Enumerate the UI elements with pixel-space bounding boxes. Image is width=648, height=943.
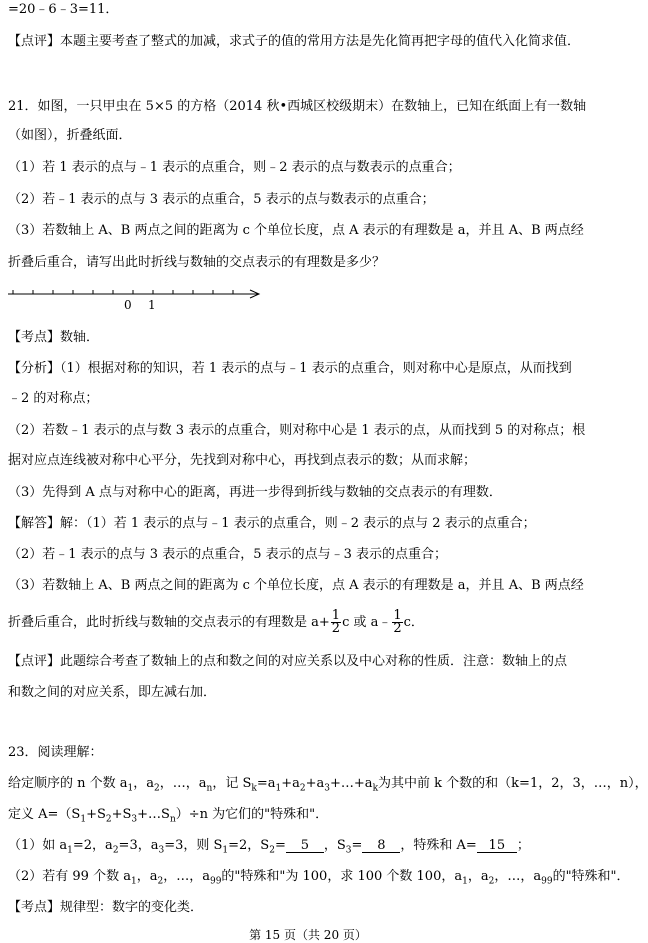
answer-s3: 8 (362, 839, 400, 853)
q21-kaodian: 【考点】数轴． (8, 330, 100, 345)
q21-stem-line1: 21．如图，一只甲虫在 5×5 的方格（2014 秋•西城区校级期末）在数轴上，已知在纸面上有一数轴 (8, 99, 587, 114)
q21-review-line2: 和数之间的对应关系，即左减右加． (8, 685, 217, 700)
q21-part3-line2: 折叠后重合，请写出此时折线与数轴的交点表示的有理数是多少？ (8, 255, 386, 270)
q21-part3-line1: （3）若数轴上 A、B 两点之间的距离为 c 个单位长度，点 A 表示的有理数是 a，并且 A、B 两点经 (8, 223, 584, 238)
jieda-line4-mid: c 或 a﹣ (342, 615, 392, 630)
q21-jieda-line2: （2）若﹣1 表示的点与 3 表示的点重合，5 表示的点与﹣3 表示的点重合； (8, 547, 448, 562)
jieda-line4-pre: 折叠后重合，此时折线与数轴的交点表示的有理数是 a+ (8, 615, 330, 630)
q21-part1: （1）若 1 表示的点与﹣1 表示的点重合，则﹣2 表示的点与数表示的点重合； (8, 160, 461, 175)
prev-review: 【点评】本题主要考查了整式的加减，求式子的值的常用方法是先化简再把字母的值代入化简求值． (8, 34, 581, 49)
q23-kaodian: 【考点】规律型：数字的变化类． (8, 900, 204, 915)
answer-s2: 5 (286, 839, 324, 853)
q21-jieda-line1: 【解答】解：（1）若 1 表示的点与﹣1 表示的点重合，则﹣2 表示的点与 2 表示的点重合； (8, 516, 536, 531)
q21-fenxi-line1: 【分析】（1）根据对称的知识，若 1 表示的点与﹣1 表示的点重合，则对称中心是原点，从而找到 (8, 361, 572, 376)
q21-jieda-line4 (8, 610, 424, 636)
q21-jieda-line3: （3）若数轴上 A、B 两点之间的距离为 c 个单位长度，点 A 表示的有理数是 a，并且 A、B 两点经 (8, 578, 584, 593)
q21-fenxi-line2: ﹣2 的对称点； (8, 391, 99, 406)
q21-stem-line2: （如图），折叠纸面． (8, 128, 132, 143)
q23-part2: （2）若有 99 个数 $a_1$，$a_2$，…，$a_{99}$的"特殊和"为 100，求 100 个数 100，$a_1$，$a_2$，…，$a_{99}$的"特殊和"． (8, 869, 630, 887)
number-line-figure (8, 286, 268, 312)
prev-answer-tail: =20﹣6﹣3=11． (8, 2, 119, 17)
axis-label-1: 1 (148, 298, 156, 312)
answer-special-sum: 15 (477, 839, 517, 853)
q21-part2: （2）若﹣1 表示的点与 3 表示的点重合，5 表示的点与数表示的点重合； (8, 192, 435, 207)
q21-fenxi-line3: （2）若数﹣1 表示的点与数 3 表示的点重合，则对称中心是 1 表示的点，从而找到 5 的对称点；根 (8, 423, 586, 438)
q23-title: 23．阅读理解： (8, 745, 103, 760)
q21-review-line1: 【点评】此题综合考查了数轴上的点和数之间的对应关系以及中心对称的性质．注意：数轴上的点 (8, 654, 568, 669)
q21-fenxi-line5: （3）先得到 A 点与对称中心的距离，再进一步得到折线与数轴的交点表示的有理数． (8, 485, 502, 500)
q23-line1: 给定顺序的 n 个数 $a_1$，$a_2$，…，$a_n$，记 $S_k=a_1+a_2+a_3+\dots+a_k$为其中前 k 个数的和（k=1，2，3，…，n）， (8, 776, 648, 794)
q23-part1: （1）如 $a_1=2$，$a_2=3$，$a_3=3$，则 $S_1=2$，$S_2= 5$ ，$S_3= 8$ ，特殊和 A= 15 ； (8, 838, 530, 856)
q21-fenxi-line4: 据对应点连线被对称中心平分，先找到对称中心，再找到点表示的数；从而求解； (8, 453, 477, 468)
axis-label-0: 0 (124, 298, 132, 312)
jieda-line4-post: c． (403, 615, 424, 630)
fraction-half-1: $\frac{1}{2}$ (331, 608, 341, 636)
fraction-half-2: $\frac{1}{2}$ (393, 608, 402, 636)
q23-line2: 定义 $A=(S_1+S_2+S_3+\dots S_n)\div n$ 为它们的"特殊和"． (8, 807, 329, 825)
page-footer: 第 15 页（共 20 页） (249, 928, 367, 942)
